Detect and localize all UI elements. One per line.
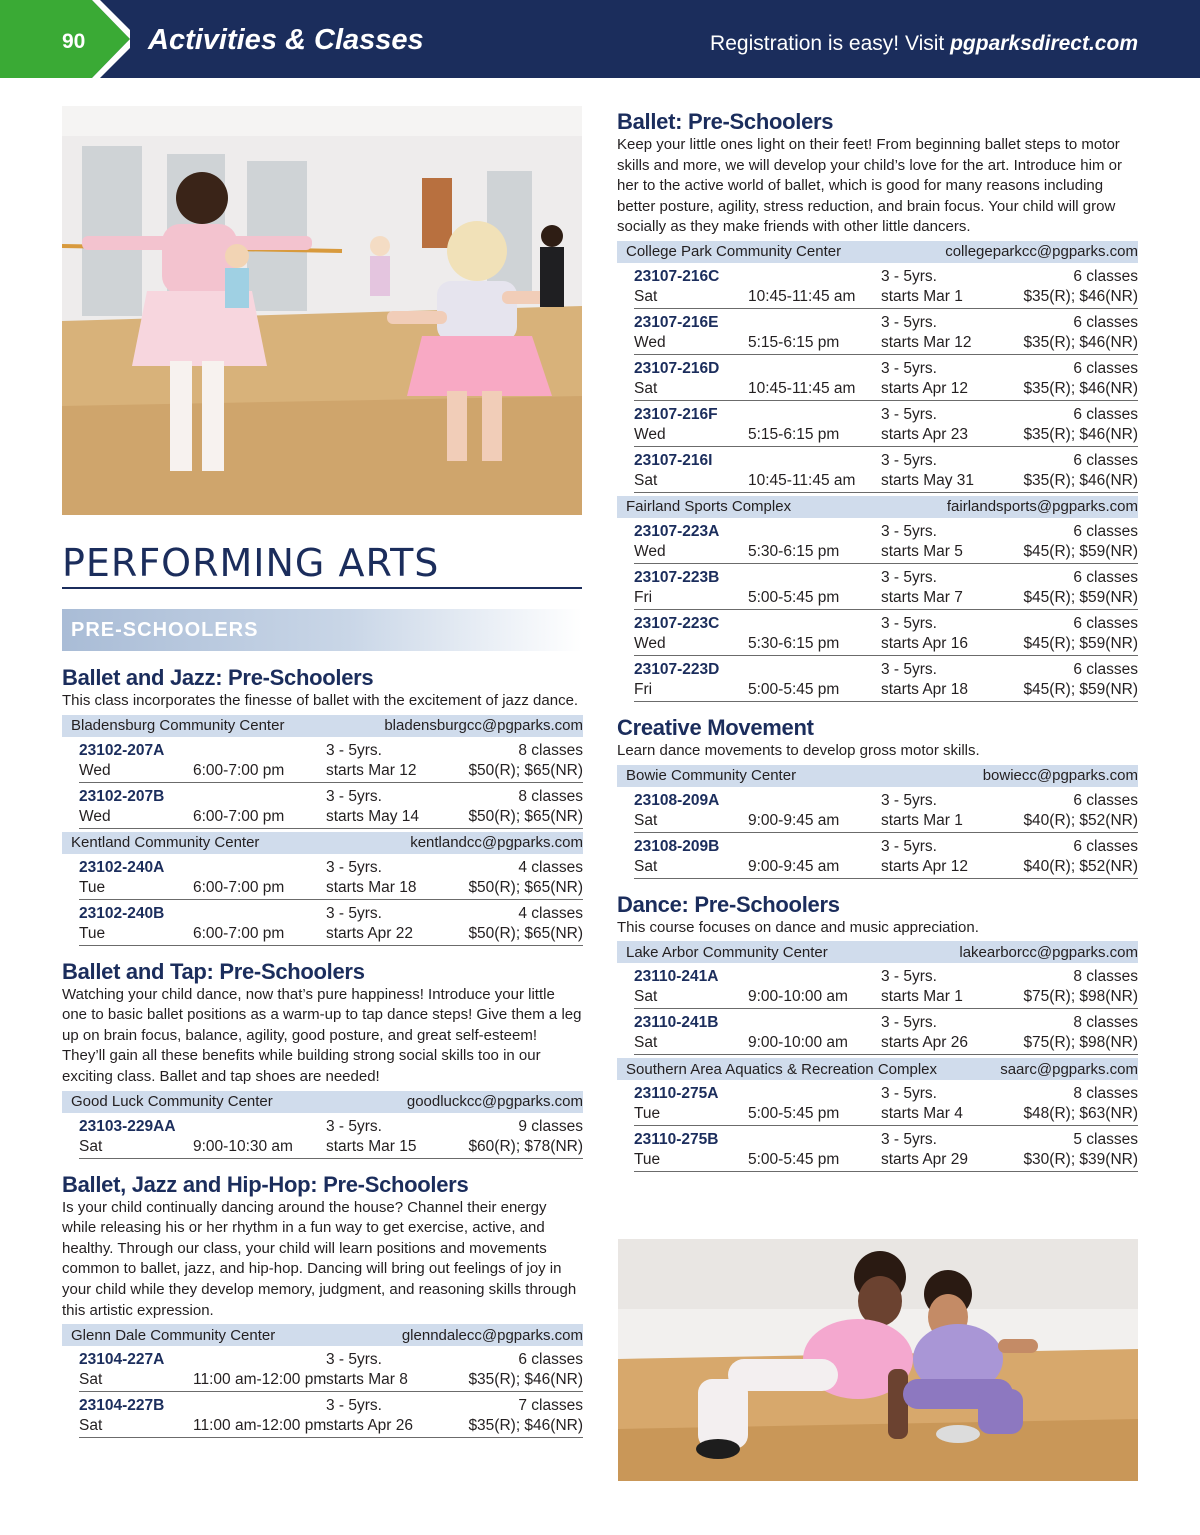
session-row — [634, 1080, 1138, 1126]
class-description: Is your child continually dancing around the house? Channel their energy while releasing his or her rhythm in a fun way to get exercise, active, and healthy. Through our class, your child will learn positions and movements common to ballet, jazz, and hip-hop. Dancing will bring out feelings of joy in your child while they develop memory, judgment, and reasoning skills through this artistic expression. — [62, 1198, 577, 1319]
venue-name: Glenn Dale Community Center — [71, 1326, 276, 1344]
session-row — [634, 656, 1138, 702]
class-description: This course focuses on dance and music appreciation. — [617, 918, 979, 936]
session-row — [79, 783, 583, 829]
page-number: 90 — [62, 30, 86, 53]
registration-link[interactable]: pgparksdirect.com — [950, 32, 1138, 55]
venue-email[interactable]: goodluckcc@pgparks.com — [406, 1093, 583, 1111]
session-day: Tue — [634, 1105, 661, 1123]
session-time: 5:15-6:15 pm — [748, 333, 840, 351]
class-title: Ballet and Jazz: Pre-Schoolers — [62, 665, 374, 690]
session-age: 3 - 5yrs. — [881, 791, 937, 809]
session-code: 23107-223B — [634, 568, 720, 586]
session-day: Tue — [79, 924, 106, 942]
session-day: Wed — [634, 333, 666, 351]
session-row — [79, 1346, 583, 1392]
session-time: 9:00-10:00 am — [748, 988, 848, 1006]
page-header — [0, 0, 1200, 78]
session-start: starts Mar 8 — [326, 1371, 408, 1389]
session-code: 23102-207A — [79, 741, 165, 759]
session-time: 11:00 am-12:00 pm — [193, 1417, 327, 1435]
venue-header — [62, 1091, 583, 1113]
session-day: Sat — [634, 811, 658, 829]
class-title: Ballet and Tap: Pre-Schoolers — [62, 958, 365, 984]
session-age: 3 - 5yrs. — [881, 568, 937, 586]
session-time: 10:45-11:45 am — [748, 287, 856, 305]
session-code: 23102-207B — [79, 787, 165, 805]
venue-header — [62, 1324, 583, 1346]
session-code: 23104-227B — [79, 1397, 165, 1415]
session-row — [634, 963, 1138, 1009]
class-creative-movement — [617, 714, 1138, 879]
session-code: 23110-275A — [634, 1085, 719, 1103]
session-age: 3 - 5yrs. — [326, 787, 382, 805]
session-time: 5:15-6:15 pm — [748, 425, 840, 443]
session-age: 3 - 5yrs. — [326, 1117, 382, 1135]
age-group-band — [62, 609, 582, 651]
session-code: 23110-241B — [634, 1014, 719, 1032]
session-time: 5:30-6:15 pm — [748, 542, 840, 560]
session-code: 23110-241A — [634, 968, 719, 986]
venue-email[interactable]: saarc@pgparks.com — [1000, 1060, 1138, 1078]
session-start: starts Mar 12 — [326, 761, 417, 779]
class-ballet — [617, 108, 1138, 702]
session-count: 6 classes — [1073, 522, 1138, 540]
class-title: Ballet: Pre-Schoolers — [617, 109, 834, 134]
session-start: starts Mar 1 — [881, 988, 963, 1006]
session-fee: $50(R); $65(NR) — [468, 807, 583, 825]
session-fee: $45(R); $59(NR) — [1023, 542, 1138, 560]
session-start: starts May 14 — [326, 807, 420, 825]
venue-email[interactable]: collegeparkcc@pgparks.com — [945, 243, 1138, 261]
session-age: 3 - 5yrs. — [326, 741, 382, 759]
session-day: Sat — [634, 988, 658, 1006]
session-day: Fri — [634, 680, 653, 698]
session-age: 3 - 5yrs. — [881, 451, 937, 469]
session-code: 23110-275B — [634, 1131, 719, 1149]
session-fee: $48(R); $63(NR) — [1023, 1105, 1138, 1123]
session-day: Sat — [634, 1034, 658, 1052]
session-code: 23107-216F — [634, 405, 718, 423]
session-row — [634, 564, 1138, 610]
session-count: 7 classes — [518, 1397, 583, 1415]
session-row — [634, 401, 1138, 447]
session-day: Wed — [634, 542, 666, 560]
venue-email[interactable]: bladensburgcc@pgparks.com — [384, 717, 583, 735]
session-day: Sat — [79, 1137, 103, 1155]
session-day: Tue — [79, 878, 106, 896]
session-fee: $45(R); $59(NR) — [1023, 634, 1138, 652]
session-count: 6 classes — [1073, 359, 1138, 377]
session-start: starts Apr 12 — [881, 379, 969, 397]
session-age: 3 - 5yrs. — [881, 313, 937, 331]
session-start: starts Apr 12 — [881, 857, 969, 875]
session-fee: $45(R); $59(NR) — [1023, 680, 1138, 698]
session-time: 5:00-5:45 pm — [748, 1105, 840, 1123]
session-count: 6 classes — [1073, 791, 1138, 809]
session-start: starts Mar 1 — [881, 287, 963, 305]
session-time: 6:00-7:00 pm — [193, 761, 285, 779]
session-count: 6 classes — [518, 1351, 583, 1369]
session-age: 3 - 5yrs. — [881, 614, 937, 632]
session-age: 3 - 5yrs. — [881, 1014, 937, 1032]
session-age: 3 - 5yrs. — [881, 837, 937, 855]
venue-header — [617, 496, 1138, 518]
session-time: 5:00-5:45 pm — [748, 1151, 840, 1169]
age-group-label: PRE-SCHOOLERS — [71, 619, 259, 641]
session-start: starts May 31 — [881, 471, 975, 489]
ballet-class-photo — [62, 106, 582, 515]
session-fee: $45(R); $59(NR) — [1023, 588, 1138, 606]
class-description: Keep your little ones light on their feet! From beginning ballet steps to motor skills and more, we will develop your child’s love for the art. Introduce him or her to the active world of ballet, which is good for many reasons including better posture, agility, stress reduction, and brain focus. Your child will grow socially as they make friends with other little dancers. — [617, 136, 1122, 236]
session-day: Wed — [79, 807, 111, 825]
session-count: 6 classes — [1073, 660, 1138, 678]
session-time: 6:00-7:00 pm — [193, 924, 285, 942]
section-title: PERFORMING ARTS — [62, 541, 582, 589]
session-count: 8 classes — [1073, 1085, 1138, 1103]
session-start: starts Mar 5 — [881, 542, 963, 560]
venue-email[interactable]: bowiecc@pgparks.com — [982, 767, 1138, 785]
session-age: 3 - 5yrs. — [881, 267, 937, 285]
class-title: Dance: Pre-Schoolers — [617, 891, 840, 917]
session-age: 3 - 5yrs. — [881, 522, 937, 540]
session-fee: $50(R); $65(NR) — [468, 761, 583, 779]
venue-email[interactable]: kentlandcc@pgparks.com — [410, 834, 583, 852]
session-row — [79, 900, 583, 946]
session-time: 5:00-5:45 pm — [748, 680, 840, 698]
session-age: 3 - 5yrs. — [881, 405, 937, 423]
dancing-girls-photo — [618, 1239, 1138, 1481]
venue-email[interactable]: lakearborcc@pgparks.com — [959, 943, 1138, 961]
class-ballet-jazz-hiphop — [62, 1171, 583, 1439]
venue-header — [617, 241, 1138, 263]
session-code: 23102-240B — [79, 904, 165, 922]
session-start: starts Mar 12 — [881, 333, 972, 351]
session-fee: $40(R); $52(NR) — [1023, 857, 1138, 875]
session-code: 23102-240A — [79, 858, 165, 876]
left-column — [62, 664, 583, 1438]
session-start: starts Mar 1 — [881, 811, 963, 829]
venue-name: College Park Community Center — [626, 243, 842, 261]
session-fee: $35(R); $46(NR) — [1023, 333, 1138, 351]
session-count: 8 classes — [1073, 1014, 1138, 1032]
venue-name: Southern Area Aquatics & Recreation Complex — [626, 1060, 938, 1078]
session-count: 6 classes — [1073, 568, 1138, 586]
session-time: 5:30-6:15 pm — [748, 634, 840, 652]
session-age: 3 - 5yrs. — [881, 660, 937, 678]
session-row — [79, 737, 583, 783]
session-day: Wed — [634, 425, 666, 443]
session-code: 23107-223D — [634, 660, 720, 678]
session-time: 10:45-11:45 am — [748, 379, 856, 397]
session-row — [79, 1113, 583, 1159]
session-start: starts Apr 18 — [881, 680, 969, 698]
session-row — [634, 518, 1138, 564]
session-row — [634, 1126, 1138, 1172]
session-count: 6 classes — [1073, 451, 1138, 469]
session-start: starts Apr 26 — [326, 1417, 414, 1435]
session-fee: $35(R); $46(NR) — [1023, 471, 1138, 489]
session-age: 3 - 5yrs. — [326, 1397, 382, 1415]
session-code: 23108-209B — [634, 837, 720, 855]
session-row — [79, 854, 583, 900]
class-ballet-tap — [62, 958, 583, 1159]
session-time: 9:00-10:00 am — [748, 1034, 848, 1052]
session-start: starts Mar 4 — [881, 1105, 963, 1123]
session-day: Sat — [634, 857, 658, 875]
venue-name: Bowie Community Center — [626, 767, 797, 785]
session-code: 23107-216D — [634, 359, 720, 377]
session-row — [634, 355, 1138, 401]
class-description: Learn dance movements to develop gross motor skills. — [617, 741, 980, 759]
session-start: starts Mar 7 — [881, 588, 963, 606]
session-count: 8 classes — [518, 741, 583, 759]
session-age: 3 - 5yrs. — [326, 1351, 382, 1369]
class-ballet-jazz — [62, 664, 583, 946]
session-fee: $35(R); $46(NR) — [1023, 379, 1138, 397]
session-start: starts Apr 26 — [881, 1034, 969, 1052]
session-day: Wed — [79, 761, 111, 779]
venue-name: Good Luck Community Center — [71, 1093, 273, 1111]
session-age: 3 - 5yrs. — [326, 858, 382, 876]
registration-note — [710, 32, 1138, 56]
session-day: Sat — [634, 471, 658, 489]
venue-name: Bladensburg Community Center — [71, 717, 285, 735]
class-description: Watching your child dance, now that’s pure happiness! Introduce your little one to basic ballet positions as a warm-up to tap dance steps! Give them a leg up on brain focus, balance, agility, good posture, and great self-esteem! They’ll gain all these benefits while building strong social skills too in our exciting class. Ballet and tap shoes are needed! — [62, 985, 582, 1085]
venue-email[interactable]: glenndalecc@pgparks.com — [401, 1326, 583, 1344]
session-fee: $50(R); $65(NR) — [468, 878, 583, 896]
session-start: starts Apr 23 — [881, 425, 969, 443]
venue-header — [617, 765, 1138, 787]
session-time: 9:00-9:45 am — [748, 811, 840, 829]
session-fee: $40(R); $52(NR) — [1023, 811, 1138, 829]
session-day: Fri — [634, 588, 653, 606]
session-count: 6 classes — [1073, 405, 1138, 423]
session-fee: $75(R); $98(NR) — [1023, 1034, 1138, 1052]
session-fee: $30(R); $39(NR) — [1023, 1151, 1138, 1169]
session-count: 8 classes — [518, 787, 583, 805]
session-code: 23107-216I — [634, 451, 713, 469]
session-row — [634, 610, 1138, 656]
session-start: starts Apr 16 — [881, 634, 969, 652]
venue-header — [617, 941, 1138, 963]
session-count: 6 classes — [1073, 267, 1138, 285]
session-code: 23107-223C — [634, 614, 720, 632]
session-code: 23107-216C — [634, 267, 720, 285]
session-row — [634, 447, 1138, 493]
session-count: 9 classes — [518, 1117, 583, 1135]
session-code: 23108-209A — [634, 791, 720, 809]
session-code: 23103-229AA — [79, 1117, 176, 1135]
session-row — [79, 1392, 583, 1438]
session-row — [634, 309, 1138, 355]
venue-name: Fairland Sports Complex — [626, 498, 792, 516]
session-time: 9:00-9:45 am — [748, 857, 840, 875]
session-day: Sat — [634, 287, 658, 305]
session-fee: $35(R); $46(NR) — [1023, 425, 1138, 443]
venue-header — [617, 1058, 1138, 1080]
session-day: Sat — [79, 1371, 103, 1389]
header-title: Activities & Classes — [148, 24, 424, 56]
session-start: starts Mar 18 — [326, 878, 417, 896]
session-time: 11:00 am-12:00 pm — [193, 1371, 327, 1389]
venue-name: Kentland Community Center — [71, 834, 260, 852]
session-time: 5:00-5:45 pm — [748, 588, 840, 606]
class-title: Ballet, Jazz and Hip-Hop: Pre-Schoolers — [62, 1171, 469, 1197]
venue-email[interactable]: fairlandsports@pgparks.com — [946, 498, 1138, 516]
session-count: 8 classes — [1073, 968, 1138, 986]
session-count: 6 classes — [1073, 837, 1138, 855]
session-day: Sat — [79, 1417, 103, 1435]
session-time: 10:45-11:45 am — [748, 471, 856, 489]
session-fee: $35(R); $46(NR) — [468, 1371, 583, 1389]
session-fee: $75(R); $98(NR) — [1023, 988, 1138, 1006]
session-code: 23107-223A — [634, 522, 720, 540]
session-day: Wed — [634, 634, 666, 652]
session-fee: $60(R); $78(NR) — [468, 1137, 583, 1155]
session-fee: $35(R); $46(NR) — [468, 1417, 583, 1435]
class-dance — [617, 891, 1138, 1173]
session-age: 3 - 5yrs. — [881, 968, 937, 986]
venue-name: Lake Arbor Community Center — [626, 943, 828, 961]
session-start: starts Mar 15 — [326, 1137, 417, 1155]
session-day: Tue — [634, 1151, 661, 1169]
session-fee: $50(R); $65(NR) — [468, 924, 583, 942]
session-time: 9:00-10:30 am — [193, 1137, 293, 1155]
session-code: 23104-227A — [79, 1351, 165, 1369]
registration-text: Registration is easy! Visit — [710, 32, 951, 55]
session-age: 3 - 5yrs. — [326, 904, 382, 922]
session-start: starts Apr 22 — [326, 924, 414, 942]
session-count: 4 classes — [518, 858, 583, 876]
session-age: 3 - 5yrs. — [881, 1131, 937, 1149]
class-title: Creative Movement — [617, 714, 814, 740]
venue-header — [62, 715, 583, 737]
session-row — [634, 787, 1138, 833]
session-count: 5 classes — [1073, 1131, 1138, 1149]
session-age: 3 - 5yrs. — [881, 359, 937, 377]
session-day: Sat — [634, 379, 658, 397]
session-age: 3 - 5yrs. — [881, 1085, 937, 1103]
venue-header — [62, 832, 583, 854]
right-column — [617, 108, 1138, 1172]
session-time: 6:00-7:00 pm — [193, 878, 285, 896]
session-fee: $35(R); $46(NR) — [1023, 287, 1138, 305]
session-code: 23107-216E — [634, 313, 719, 331]
session-start: starts Apr 29 — [881, 1151, 969, 1169]
session-count: 6 classes — [1073, 313, 1138, 331]
session-row — [634, 263, 1138, 309]
session-time: 6:00-7:00 pm — [193, 807, 285, 825]
class-description: This class incorporates the finesse of ballet with the excitement of jazz dance. — [62, 692, 579, 709]
session-row — [634, 833, 1138, 879]
session-row — [634, 1009, 1138, 1055]
session-count: 4 classes — [518, 904, 583, 922]
session-count: 6 classes — [1073, 614, 1138, 632]
